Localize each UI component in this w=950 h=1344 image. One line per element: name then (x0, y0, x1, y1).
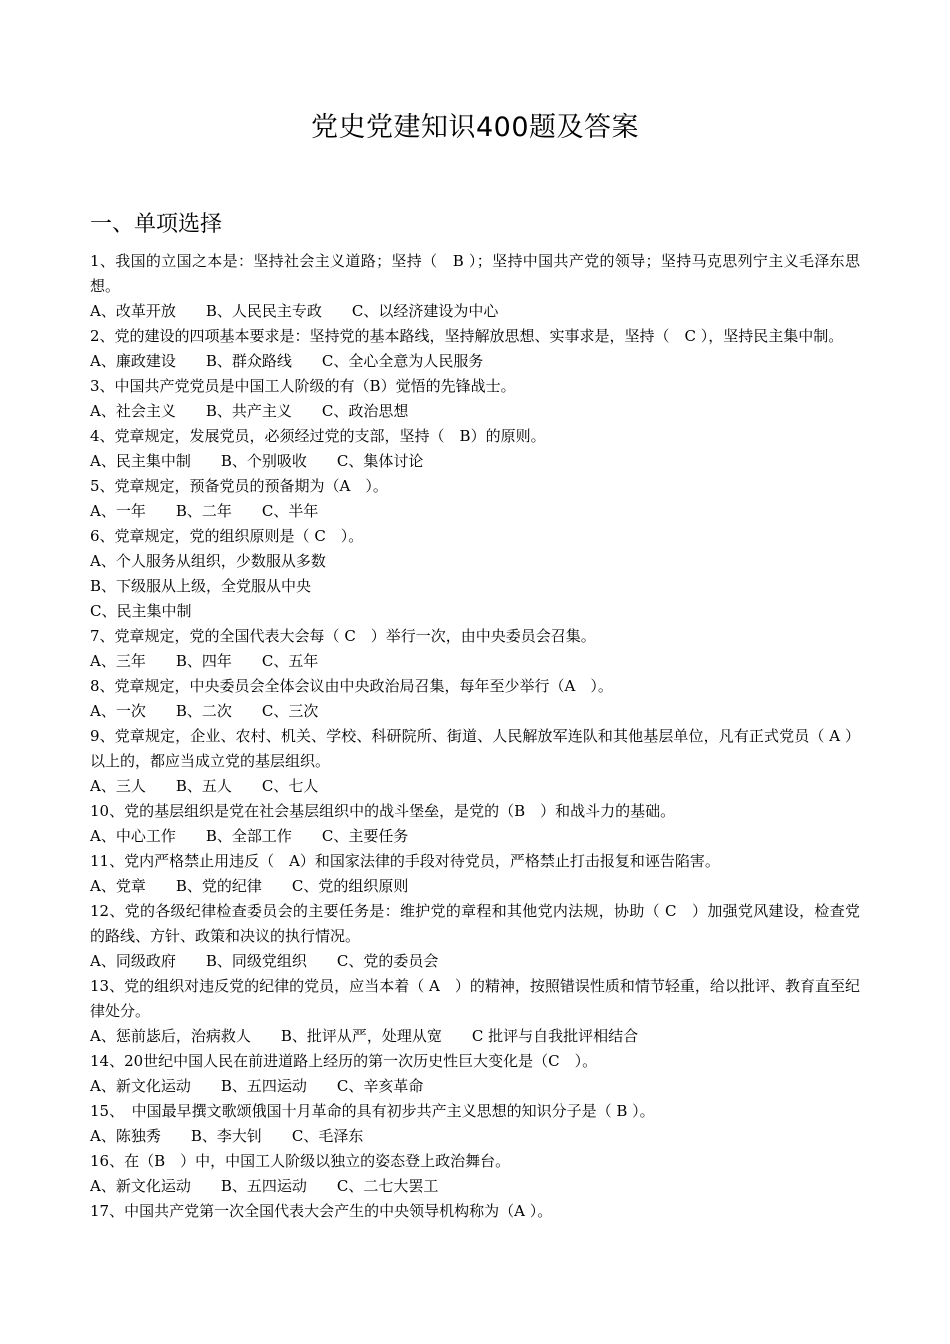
question-text: 13、党的组织对违反党的纪律的党员，应当本着（ A ）的精神，按照错误性质和情节轻重，给以批评、教育直至纪律处分。 (90, 977, 860, 1020)
answer-options: A、新文化运动 B、五四运动 C、辛亥革命 (90, 1077, 424, 1095)
answer-options: A、个人服务从组织，少数服从多数 (90, 552, 326, 570)
question-text: 11、党内严格禁止用违反（ A）和国家法律的手段对待党员，严格禁止打击报复和诬告陷害。 (90, 852, 720, 870)
answer-options: A、中心工作 B、全部工作 C、主要任务 (90, 827, 409, 845)
question-text: 6、党章规定，党的组织原则是（ C ）。 (90, 527, 364, 545)
question-text: 9、党章规定，企业、农村、机关、学校、科研院所、街道、人民解放军连队和其他基层单位，凡有正式党员（ A ）以上的，都应当成立党的基层组织。 (90, 727, 860, 770)
question-text: 12、党的各级纪律检查委员会的主要任务是：维护党的章程和其他党内法规，协助（ C ）加强党风建设，检查党的路线、方针、政策和决议的执行情况。 (90, 902, 860, 945)
answer-options: A、社会主义 B、共产主义 C、政治思想 (90, 402, 409, 420)
question-text: 4、党章规定，发展党员，必须经过党的支部，坚持（ B）的原则。 (90, 427, 546, 445)
question-text: 15、 中国最早撰文歌颂俄国十月革命的具有初步共产主义思想的知识分子是（ B ）。 (90, 1102, 655, 1120)
answer-options: A、同级政府 B、同级党组织 C、党的委员会 (90, 952, 439, 970)
answer-options: C、民主集中制 (90, 602, 192, 620)
answer-options: A、陈独秀 B、李大钊 C、毛泽东 (90, 1127, 364, 1145)
question-text: 5、党章规定，预备党员的预备期为（A ）。 (90, 477, 388, 495)
question-text: 7、党章规定，党的全国代表大会每（ C ）举行一次，由中央委员会召集。 (90, 627, 596, 645)
question-text: 3、中国共产党党员是中国工人阶级的有（B）觉悟的先锋战士。 (90, 377, 516, 395)
answer-options: A、改革开放 B、人民民主专政 C、以经济建设为中心 (90, 302, 499, 320)
page-title: 党史党建知识400题及答案 (310, 112, 640, 143)
answer-options: A、三年 B、四年 C、五年 (90, 652, 319, 670)
answer-options: B、下级服从上级，全党服从中央 (90, 577, 312, 595)
answer-options: A、民主集中制 B、个别吸收 C、集体讨论 (90, 452, 424, 470)
question-text: 1、我国的立国之本是：坚持社会主义道路；坚持（ B ）；坚持中国共产党的领导；坚持马克思列宁主义毛泽东思想。 (90, 252, 860, 295)
question-text: 10、党的基层组织是党在社会基层组织中的战斗堡垒，是党的（B ）和战斗力的基础。 (90, 802, 676, 820)
answer-options: A、党章 B、党的纪律 C、党的组织原则 (90, 877, 409, 895)
question-text: 8、党章规定，中央委员会全体会议由中央政治局召集，每年至少举行（A ）。 (90, 677, 613, 695)
question-text: 14、20世纪中国人民在前进道路上经历的第一次历史性巨大变化是（C ）。 (90, 1052, 598, 1070)
question-list (90, 249, 860, 1224)
answer-options: A、三人 B、五人 C、七人 (90, 777, 319, 795)
answer-options: A、廉政建设 B、群众路线 C、全心全意为人民服务 (90, 352, 484, 370)
answer-options: A、一次 B、二次 C、三次 (90, 702, 319, 720)
answer-options: A、一年 B、二年 C、半年 (90, 502, 319, 520)
question-text: 17、中国共产党第一次全国代表大会产生的中央领导机构称为（A ）。 (90, 1202, 553, 1220)
answer-options: A、新文化运动 B、五四运动 C、二七大罢工 (90, 1177, 439, 1195)
answer-options: A、惩前毖后，治病救人 B、批评从严，处理从宽 C 批评与自我批评相结合 (90, 1027, 639, 1045)
question-text: 16、在（B ）中，中国工人阶级以独立的姿态登上政治舞台。 (90, 1152, 511, 1170)
section-heading: 一、单项选择 (90, 212, 223, 237)
question-text: 2、党的建设的四项基本要求是：坚持党的基本路线，坚持解放思想、实事求是，坚持（ C ），坚持民主集中制。 (90, 327, 844, 345)
